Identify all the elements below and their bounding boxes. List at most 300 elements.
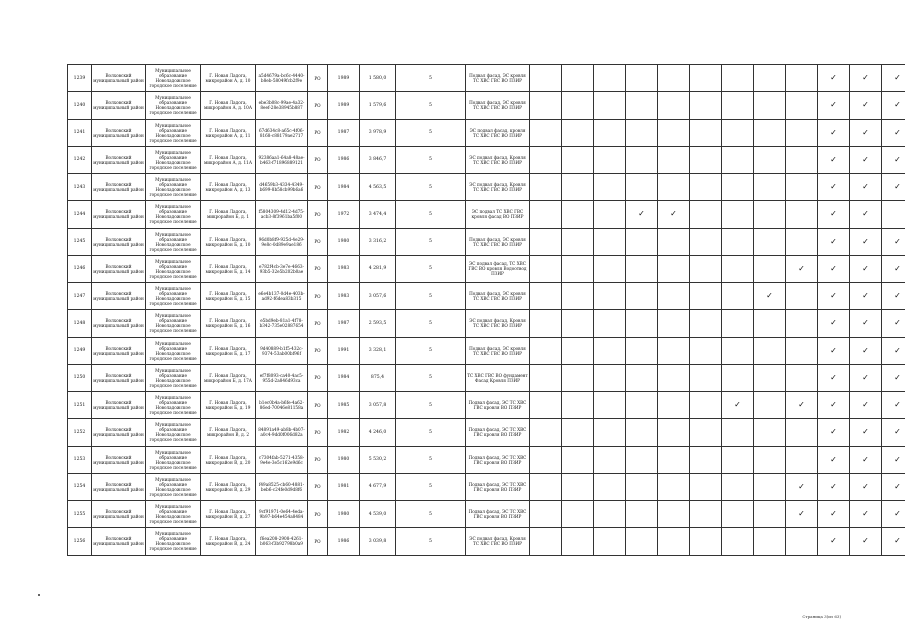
ownership-type-cell: РО [308, 419, 328, 446]
checkmark-icon: ✓ [850, 446, 882, 473]
address-cell: Г. Новая Ладога, микрорайон В, д. 29 [201, 473, 256, 500]
empty-check-cell [722, 65, 754, 92]
works-cell: Подвал фасад, ЭС ТС ХВС ГВС кровля ВО ПЗИР [466, 446, 530, 473]
municipality-cell: Муниципальное образование Новоладожское городское поселение [146, 146, 201, 173]
area-cell: 4 246,0 [360, 419, 396, 446]
empty-check-cell [882, 201, 905, 228]
row-number: 1249 [68, 337, 92, 364]
checkmark-icon: ✓ [818, 419, 850, 446]
empty-check-cell [786, 92, 818, 119]
district-cell: Волховский муниципальный район [92, 65, 146, 92]
checkmark-icon: ✓ [818, 473, 850, 500]
empty-check-cell [530, 473, 562, 500]
works-cell: Подвал фасад, ЭС кровля ТС ХВС ГВС ВО ПЗИР [466, 337, 530, 364]
empty-check-cell [594, 528, 626, 555]
empty-check-cell [626, 528, 658, 555]
empty-check-cell [658, 119, 690, 146]
checkmark-icon: ✓ [850, 392, 882, 419]
municipality-cell: Муниципальное образование Новоладожское городское поселение [146, 283, 201, 310]
empty-check-cell [722, 201, 754, 228]
address-cell: Г. Новая Ладога, микрорайон Б, д. 15 [201, 283, 256, 310]
build-year-cell: 1984 [328, 364, 360, 391]
empty-check-cell [562, 228, 594, 255]
empty-check-cell [594, 255, 626, 282]
checkmark-icon: ✓ [850, 419, 882, 446]
build-year-cell: 1981 [328, 473, 360, 500]
empty-check-cell [722, 255, 754, 282]
row-number: 1254 [68, 473, 92, 500]
row-number: 1244 [68, 201, 92, 228]
category-cell: 5 [396, 501, 466, 528]
empty-check-cell [594, 392, 626, 419]
empty-check-cell [594, 419, 626, 446]
table-row [68, 119, 905, 146]
category-cell: 5 [396, 473, 466, 500]
row-number: 1247 [68, 283, 92, 310]
empty-check-cell [690, 146, 722, 173]
works-cell: Подвал фасад, ЭС ТС ХВС ГВС кровля ВО ПЗИР [466, 501, 530, 528]
empty-check-cell [754, 255, 786, 282]
page-footer: Страница 3(из 63) [802, 614, 841, 619]
empty-check-cell [562, 392, 594, 419]
category-cell: 5 [396, 119, 466, 146]
house-id-cell: e6e4b137-0d4e-403b-ad92-f6dea83b315 [256, 283, 308, 310]
row-number: 1240 [68, 92, 92, 119]
empty-check-cell [530, 419, 562, 446]
empty-check-cell [754, 392, 786, 419]
empty-check-cell [658, 473, 690, 500]
district-cell: Волховский муниципальный район [92, 310, 146, 337]
ownership-type-cell: РО [308, 92, 328, 119]
empty-check-cell [690, 528, 722, 555]
empty-check-cell [594, 174, 626, 201]
address-cell: Г. Новая Ладога, микрорайон Б, д. 17А [201, 364, 256, 391]
house-id-cell: f49a8525-cb60-4881-beb6-c24fe0d9d8f6 [256, 473, 308, 500]
municipality-cell: Муниципальное образование Новоладожское городское поселение [146, 92, 201, 119]
category-cell: 5 [396, 364, 466, 391]
build-year-cell: 1984 [328, 174, 360, 201]
empty-check-cell [722, 174, 754, 201]
empty-check-cell [530, 65, 562, 92]
row-number: 1253 [68, 446, 92, 473]
works-cell: ЭС подвал фасад, кровля ТС ХВС ГВС ВО ПЗИР [466, 119, 530, 146]
area-cell: 4 539,0 [360, 501, 396, 528]
empty-check-cell [722, 92, 754, 119]
checkmark-icon: ✓ [850, 501, 882, 528]
municipality-cell: Муниципальное образование Новоладожское городское поселение [146, 446, 201, 473]
ownership-type-cell: РО [308, 337, 328, 364]
checkmark-icon: ✓ [882, 92, 905, 119]
empty-check-cell [722, 228, 754, 255]
category-cell: 5 [396, 174, 466, 201]
checkmark-icon: ✓ [786, 473, 818, 500]
empty-check-cell [530, 283, 562, 310]
checkmark-icon: ✓ [850, 473, 882, 500]
empty-check-cell [786, 174, 818, 201]
empty-check-cell [786, 119, 818, 146]
ownership-type-cell: РО [308, 65, 328, 92]
empty-check-cell [690, 501, 722, 528]
house-id-cell: a5d4679a-bc6c-4440-b8eb-58049fcb2f9e [256, 65, 308, 92]
empty-check-cell [786, 446, 818, 473]
district-cell: Волховский муниципальный район [92, 255, 146, 282]
checkmark-icon: ✓ [818, 364, 850, 391]
row-number: 1251 [68, 392, 92, 419]
works-cell: Подвал фасад, ЭС ТС ХВС ГВС кровля ВО ПЗИР [466, 419, 530, 446]
checkmark-icon: ✓ [818, 174, 850, 201]
row-number: 1242 [68, 146, 92, 173]
house-id-cell: 9d40889-b1f5-432c-9374-53ab00bf96f [256, 337, 308, 364]
area-cell: 3 057,6 [360, 283, 396, 310]
empty-check-cell [690, 419, 722, 446]
address-cell: Г. Новая Ладога, микрорайон Б, д. 14 [201, 255, 256, 282]
table-row [68, 501, 905, 528]
works-cell: ЭС подвал ТС ХВС ГВС кровля фасад ВО ПЗИР [466, 201, 530, 228]
registry-table-body [68, 65, 905, 556]
empty-check-cell [722, 419, 754, 446]
empty-check-cell [754, 528, 786, 555]
empty-check-cell [562, 92, 594, 119]
address-cell: Г. Новая Ладога, микрорайон Б, д. 10 [201, 228, 256, 255]
ownership-type-cell: РО [308, 255, 328, 282]
address-cell: Г. Новая Ладога, микрорайон А, д. 10 [201, 65, 256, 92]
checkmark-icon: ✓ [850, 92, 882, 119]
empty-check-cell [530, 310, 562, 337]
empty-check-cell [722, 310, 754, 337]
empty-check-cell [562, 528, 594, 555]
empty-check-cell [690, 201, 722, 228]
build-year-cell: 1983 [328, 255, 360, 282]
district-cell: Волховский муниципальный район [92, 228, 146, 255]
municipality-cell: Муниципальное образование Новоладожское городское поселение [146, 174, 201, 201]
checkmark-icon: ✓ [786, 392, 818, 419]
house-id-cell: 84891a49-ab8b-4b07-a0c4-9dd0f006d82a [256, 419, 308, 446]
municipality-cell: Муниципальное образование Новоладожское городское поселение [146, 310, 201, 337]
address-cell: Г. Новая Ладога, микрорайон А, д. 13 [201, 174, 256, 201]
checkmark-icon: ✓ [882, 501, 905, 528]
ownership-type-cell: РО [308, 446, 328, 473]
empty-check-cell [690, 119, 722, 146]
category-cell: 5 [396, 310, 466, 337]
registry-table-wrapper [67, 64, 901, 556]
area-cell: 3 978,9 [360, 119, 396, 146]
address-cell: Г. Новая Ладога, микрорайон Б, д. 19 [201, 392, 256, 419]
area-cell: 3 846,7 [360, 146, 396, 173]
empty-check-cell [562, 65, 594, 92]
house-id-cell: b1ec0b4a-b6fe-4a62-86ed-70046e81158a [256, 392, 308, 419]
district-cell: Волховский муниципальный район [92, 419, 146, 446]
works-cell: ЭС подвал фасад, Кровля ТС ХВС ГВС ВО ПЗИР [466, 528, 530, 555]
district-cell: Волховский муниципальный район [92, 174, 146, 201]
empty-check-cell [530, 337, 562, 364]
checkmark-icon: ✓ [850, 255, 882, 282]
empty-check-cell [530, 528, 562, 555]
checkmark-icon: ✓ [658, 201, 690, 228]
category-cell: 5 [396, 65, 466, 92]
empty-check-cell [690, 255, 722, 282]
empty-check-cell [786, 528, 818, 555]
empty-check-cell [658, 65, 690, 92]
house-id-cell: d4659b3-4334-4349-b699-8b58cb99b6a6 [256, 174, 308, 201]
empty-check-cell [658, 392, 690, 419]
area-cell: 3 057,8 [360, 392, 396, 419]
checkmark-icon: ✓ [882, 283, 905, 310]
empty-check-cell [626, 92, 658, 119]
empty-check-cell [786, 283, 818, 310]
row-number: 1255 [68, 501, 92, 528]
checkmark-icon: ✓ [818, 146, 850, 173]
checkmark-icon: ✓ [818, 255, 850, 282]
works-cell: Подвал фасад, ЭС ТС ХВС ГВС кровля ВО ПЗИР [466, 473, 530, 500]
empty-check-cell [594, 146, 626, 173]
area-cell: 3 474,4 [360, 201, 396, 228]
empty-check-cell [786, 146, 818, 173]
municipality-cell: Муниципальное образование Новоладожское городское поселение [146, 501, 201, 528]
table-row [68, 228, 905, 255]
district-cell: Волховский муниципальный район [92, 446, 146, 473]
empty-check-cell [722, 473, 754, 500]
checkmark-icon: ✓ [818, 201, 850, 228]
build-year-cell: 1983 [328, 283, 360, 310]
table-row [68, 392, 905, 419]
empty-check-cell [562, 364, 594, 391]
municipality-cell: Муниципальное образование Новоладожское городское поселение [146, 228, 201, 255]
empty-check-cell [626, 473, 658, 500]
row-number: 1250 [68, 364, 92, 391]
row-number: 1241 [68, 119, 92, 146]
empty-check-cell [658, 255, 690, 282]
empty-check-cell [658, 364, 690, 391]
build-year-cell: 1980 [328, 228, 360, 255]
empty-check-cell [690, 228, 722, 255]
empty-check-cell [722, 146, 754, 173]
build-year-cell: 1980 [328, 446, 360, 473]
district-cell: Волховский муниципальный район [92, 337, 146, 364]
checkmark-icon: ✓ [850, 364, 882, 391]
empty-check-cell [754, 174, 786, 201]
empty-check-cell [786, 228, 818, 255]
empty-check-cell [722, 283, 754, 310]
checkmark-icon: ✓ [882, 364, 905, 391]
district-cell: Волховский муниципальный район [92, 364, 146, 391]
empty-check-cell [722, 446, 754, 473]
row-number: 1248 [68, 310, 92, 337]
district-cell: Волховский муниципальный район [92, 283, 146, 310]
checkmark-icon: ✓ [882, 528, 905, 555]
empty-check-cell [594, 201, 626, 228]
area-cell: 1 579,6 [360, 92, 396, 119]
works-cell: Подвал фасад, ЭС кровля ТС ХВС ГВС ВО ПЗИР [466, 92, 530, 119]
works-cell: ЭС подвал фасад, Кровля ТС ХВС ГВС ВО ПЗИР [466, 146, 530, 173]
checkmark-icon: ✓ [882, 446, 905, 473]
category-cell: 5 [396, 528, 466, 555]
checkmark-icon: ✓ [850, 174, 882, 201]
ownership-type-cell: РО [308, 146, 328, 173]
build-year-cell: 1982 [328, 419, 360, 446]
empty-check-cell [754, 473, 786, 500]
works-cell: ТС ХВС ГВС ВО фундамент Фасад Кровля ПЗИР [466, 364, 530, 391]
empty-check-cell [626, 255, 658, 282]
empty-check-cell [626, 228, 658, 255]
table-row [68, 283, 905, 310]
empty-check-cell [562, 283, 594, 310]
empty-check-cell [626, 283, 658, 310]
empty-check-cell [626, 146, 658, 173]
empty-check-cell [562, 174, 594, 201]
empty-check-cell [562, 446, 594, 473]
works-cell: Подвал фасад, ЭС кровля ТС ХВС ГВС ВО ПЗИР [466, 65, 530, 92]
category-cell: 5 [396, 255, 466, 282]
build-year-cell: 1985 [328, 392, 360, 419]
checkmark-icon: ✓ [818, 528, 850, 555]
build-year-cell: 1989 [328, 92, 360, 119]
empty-check-cell [594, 473, 626, 500]
empty-check-cell [754, 446, 786, 473]
empty-check-cell [658, 283, 690, 310]
ownership-type-cell: РО [308, 364, 328, 391]
table-row [68, 65, 905, 92]
empty-check-cell [690, 392, 722, 419]
checkmark-icon: ✓ [882, 337, 905, 364]
empty-check-cell [562, 201, 594, 228]
district-cell: Волховский муниципальный район [92, 119, 146, 146]
empty-check-cell [626, 337, 658, 364]
checkmark-icon: ✓ [818, 119, 850, 146]
empty-check-cell [722, 337, 754, 364]
category-cell: 5 [396, 392, 466, 419]
empty-check-cell [690, 283, 722, 310]
table-row [68, 146, 905, 173]
empty-check-cell [658, 337, 690, 364]
works-cell: ЭС подвал фасад, Кровля ТС ХВС ГВС ВО ПЗИР [466, 310, 530, 337]
empty-check-cell [594, 310, 626, 337]
address-cell: Г. Новая Ладога, микрорайон В, д. 2 [201, 419, 256, 446]
empty-check-cell [626, 65, 658, 92]
build-year-cell: 1987 [328, 310, 360, 337]
checkmark-icon: ✓ [818, 283, 850, 310]
empty-check-cell [562, 419, 594, 446]
area-cell: 2 593,5 [360, 310, 396, 337]
empty-check-cell [626, 501, 658, 528]
checkmark-icon: ✓ [882, 119, 905, 146]
empty-check-cell [626, 310, 658, 337]
empty-check-cell [562, 473, 594, 500]
address-cell: Г. Новая Ладога, микрорайон А, д. 11 [201, 119, 256, 146]
empty-check-cell [754, 501, 786, 528]
empty-check-cell [690, 446, 722, 473]
checkmark-icon: ✓ [626, 201, 658, 228]
ownership-type-cell: РО [308, 283, 328, 310]
ownership-type-cell: РО [308, 201, 328, 228]
table-row [68, 473, 905, 500]
empty-check-cell [658, 501, 690, 528]
checkmark-icon: ✓ [818, 65, 850, 92]
category-cell: 5 [396, 201, 466, 228]
table-row [68, 419, 905, 446]
ownership-type-cell: РО [308, 501, 328, 528]
area-cell: 4 677,9 [360, 473, 396, 500]
district-cell: Волховский муниципальный район [92, 528, 146, 555]
empty-check-cell [562, 255, 594, 282]
house-id-cell: 96d0b8f9-925d-4e29-9e8c-0d89e9ae186 [256, 228, 308, 255]
empty-check-cell [690, 310, 722, 337]
empty-check-cell [626, 392, 658, 419]
empty-check-cell [594, 92, 626, 119]
municipality-cell: Муниципальное образование Новоладожское городское поселение [146, 392, 201, 419]
empty-check-cell [594, 501, 626, 528]
empty-check-cell [786, 310, 818, 337]
checkmark-icon: ✓ [850, 65, 882, 92]
empty-check-cell [786, 364, 818, 391]
checkmark-icon: ✓ [882, 174, 905, 201]
checkmark-icon: ✓ [882, 473, 905, 500]
municipality-cell: Муниципальное образование Новоладожское городское поселение [146, 337, 201, 364]
house-id-cell: ef7f8093-ca40-4ac5-955d-2a846d93ca [256, 364, 308, 391]
house-id-cell: c7304fab-5271-4358-9e4e-3e5c162e9d6c [256, 446, 308, 473]
house-id-cell: 92386aa1-64a8-48ae-b463-f71896889121 [256, 146, 308, 173]
municipality-cell: Муниципальное образование Новоладожское городское поселение [146, 119, 201, 146]
empty-check-cell [754, 92, 786, 119]
empty-check-cell [754, 337, 786, 364]
empty-check-cell [722, 501, 754, 528]
area-cell: 875,4 [360, 364, 396, 391]
empty-check-cell [530, 228, 562, 255]
build-year-cell: 1989 [328, 65, 360, 92]
category-cell: 5 [396, 146, 466, 173]
checkmark-icon: ✓ [722, 392, 754, 419]
municipality-cell: Муниципальное образование Новоладожское городское поселение [146, 65, 201, 92]
checkmark-icon: ✓ [786, 501, 818, 528]
ownership-type-cell: РО [308, 392, 328, 419]
address-cell: Г. Новая Ладога, микрорайон Б, д. 1 [201, 201, 256, 228]
empty-check-cell [658, 92, 690, 119]
empty-check-cell [626, 419, 658, 446]
district-cell: Волховский муниципальный район [92, 146, 146, 173]
area-cell: 5 530,2 [360, 446, 396, 473]
checkmark-icon: ✓ [818, 310, 850, 337]
house-id-cell: f6ea208-2908-4261-b063-f3b92798b0a9 [256, 528, 308, 555]
row-number: 1252 [68, 419, 92, 446]
checkmark-icon: ✓ [818, 392, 850, 419]
empty-check-cell [754, 201, 786, 228]
empty-check-cell [594, 446, 626, 473]
table-row [68, 255, 905, 282]
empty-check-cell [562, 310, 594, 337]
address-cell: Г. Новая Ладога, микрорайон В, д. 20 [201, 446, 256, 473]
empty-check-cell [626, 364, 658, 391]
empty-check-cell [722, 119, 754, 146]
table-row [68, 310, 905, 337]
row-number: 1245 [68, 228, 92, 255]
checkmark-icon: ✓ [882, 146, 905, 173]
empty-check-cell [530, 501, 562, 528]
address-cell: Г. Новая Ладога, микрорайон В, д. 24 [201, 528, 256, 555]
build-year-cell: 1986 [328, 528, 360, 555]
works-cell: Подвал фасад, ЭС кровля ТС ХВС ГВС ВО ПЗИР [466, 283, 530, 310]
empty-check-cell [530, 201, 562, 228]
checkmark-icon: ✓ [882, 228, 905, 255]
empty-check-cell [594, 364, 626, 391]
works-cell: ЭС подвал фасад, ТС ХВС ГВС ВО кровля Водоотвод ПЗИР [466, 255, 530, 282]
checkmark-icon: ✓ [754, 283, 786, 310]
district-cell: Волховский муниципальный район [92, 201, 146, 228]
checkmark-icon: ✓ [850, 146, 882, 173]
empty-check-cell [594, 228, 626, 255]
checkmark-icon: ✓ [786, 255, 818, 282]
build-year-cell: 1991 [328, 337, 360, 364]
district-cell: Волховский муниципальный район [92, 473, 146, 500]
build-year-cell: 1987 [328, 119, 360, 146]
